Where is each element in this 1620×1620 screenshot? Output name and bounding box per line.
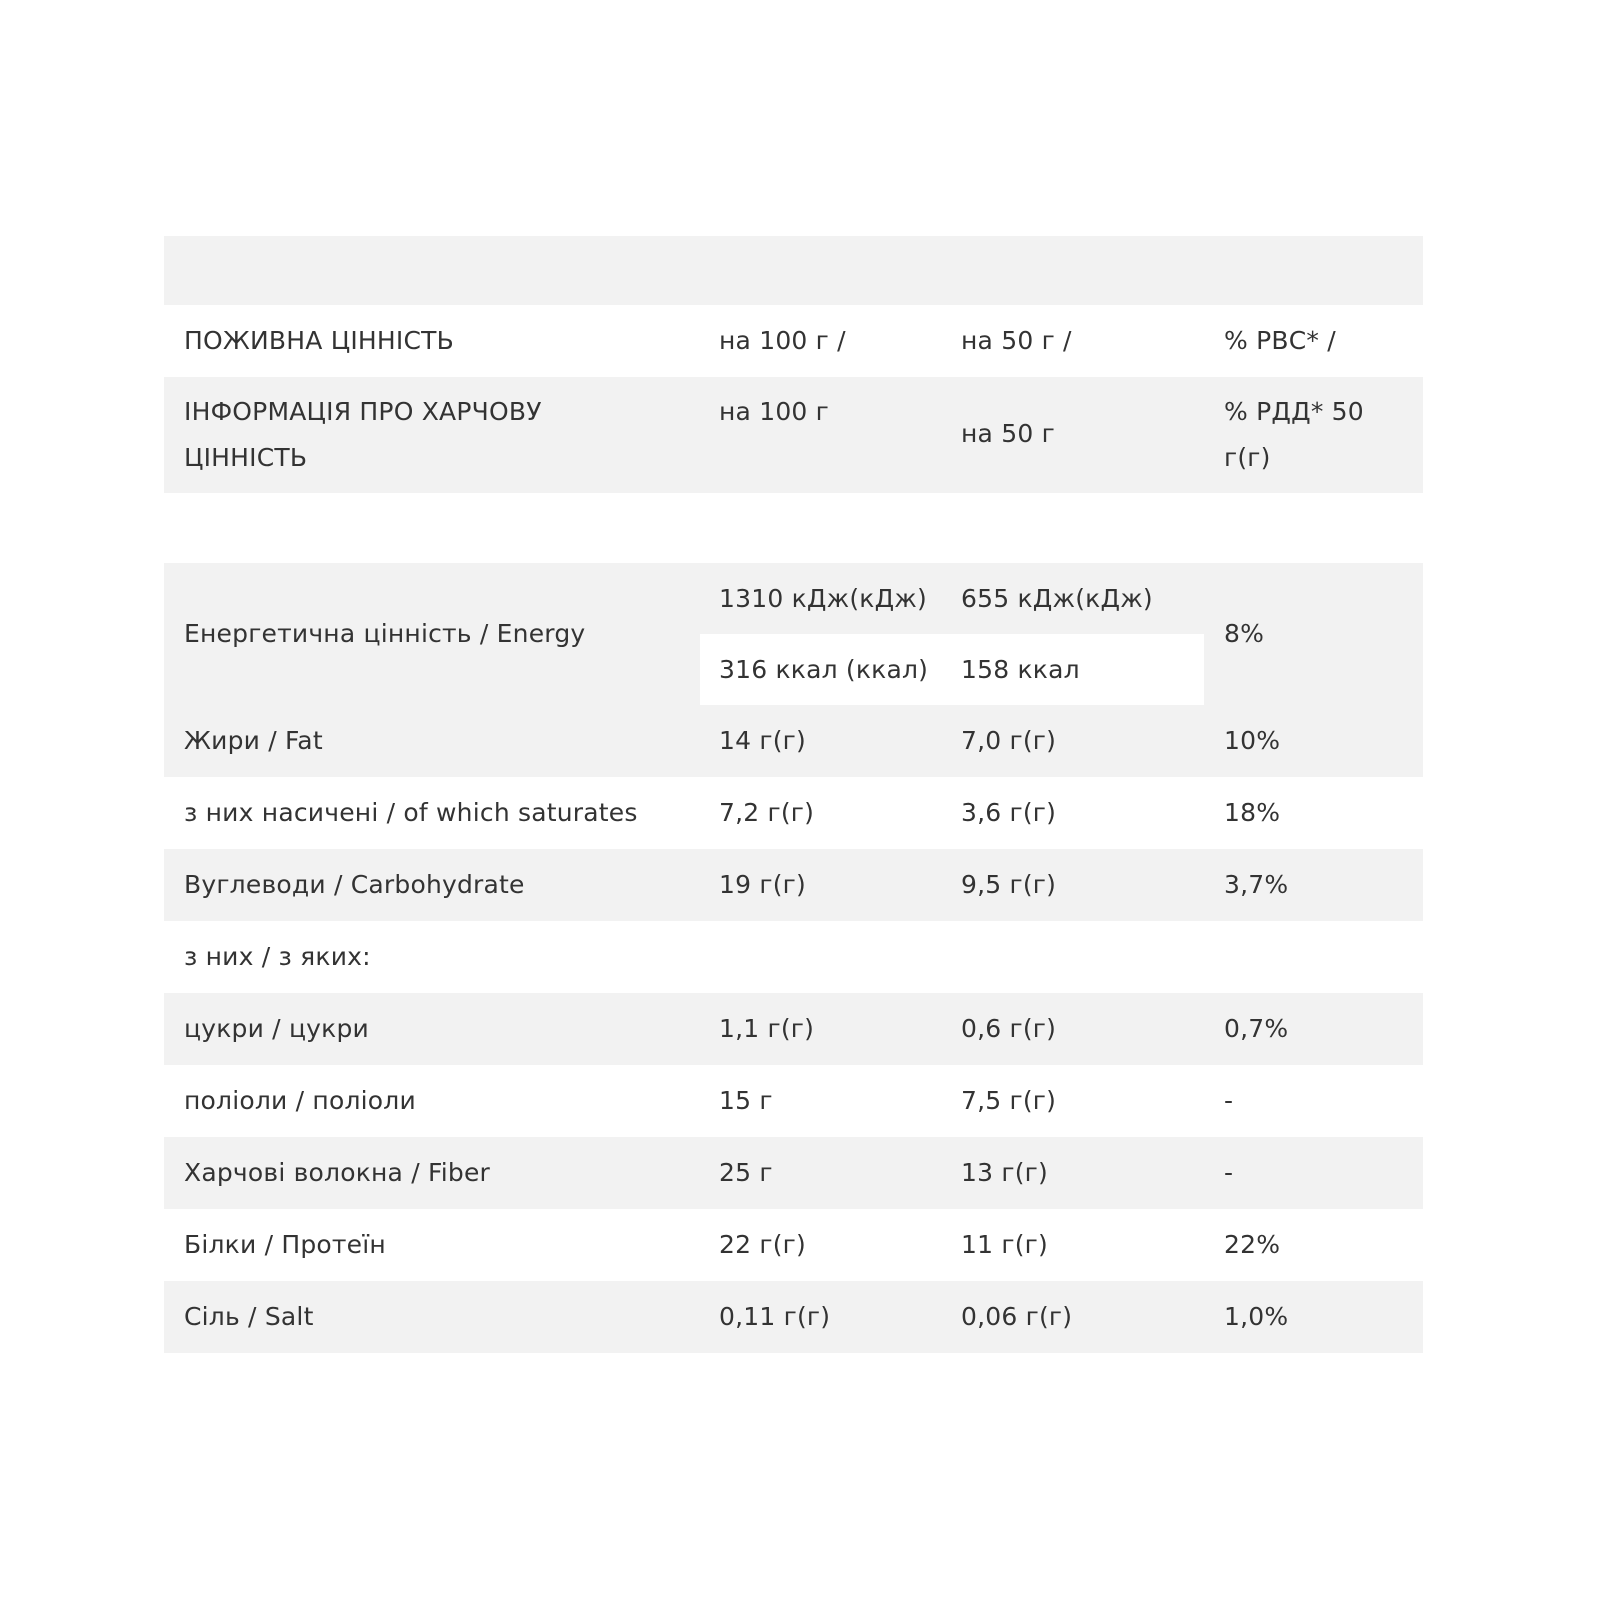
energy-ri: 8% bbox=[1224, 619, 1265, 648]
table-row bbox=[164, 1209, 1423, 1281]
table-row bbox=[164, 849, 1423, 921]
row-ri: - bbox=[1224, 1086, 1234, 1115]
header-blank-band bbox=[164, 236, 1423, 305]
row-label: Сіль / Salt bbox=[184, 1302, 314, 1331]
header-per50: на 50 г bbox=[961, 419, 1055, 448]
row-per100: 22 г(г) bbox=[719, 1230, 806, 1259]
table-row bbox=[164, 1281, 1423, 1353]
row-per50: 11 г(г) bbox=[961, 1230, 1048, 1259]
row-per50: 0,6 г(г) bbox=[961, 1014, 1057, 1043]
row-label: Харчові волокна / Fiber bbox=[184, 1158, 491, 1187]
header-per50: на 50 г / bbox=[961, 326, 1072, 355]
energy-kj-per100: 1310 кДж(кДж) bbox=[719, 584, 927, 613]
row-label: Білки / Протеїн bbox=[184, 1230, 386, 1259]
header-label: ПОЖИВНА ЦІННІСТЬ bbox=[184, 326, 454, 355]
row-ri: 10% bbox=[1224, 726, 1281, 755]
energy-kj-row bbox=[700, 563, 1204, 634]
energy-kcal-per50: 158 ккал bbox=[961, 655, 1080, 684]
row-per100: 14 г(г) bbox=[719, 726, 806, 755]
row-ri: 3,7% bbox=[1224, 870, 1289, 899]
row-ri: 0,7% bbox=[1224, 1014, 1289, 1043]
row-label: Жири / Fat bbox=[184, 726, 323, 755]
row-per50: 13 г(г) bbox=[961, 1158, 1048, 1187]
row-ri: 1,0% bbox=[1224, 1302, 1289, 1331]
table-row bbox=[164, 705, 1423, 777]
row-per100: 0,11 г(г) bbox=[719, 1302, 831, 1331]
nutrition-values-table bbox=[164, 563, 1423, 1353]
energy-kj-per50: 655 кДж(кДж) bbox=[961, 584, 1153, 613]
row-label: поліоли / поліоли bbox=[184, 1086, 416, 1115]
table-row bbox=[164, 921, 1423, 993]
header-row-nutritional-value bbox=[164, 305, 1423, 377]
row-ri: 18% bbox=[1224, 798, 1281, 827]
row-label: з них / з яких: bbox=[184, 942, 371, 971]
energy-kcal-per100: 316 ккал (ккал) bbox=[719, 655, 929, 684]
row-per50: 7,5 г(г) bbox=[961, 1086, 1057, 1115]
row-per50: 3,6 г(г) bbox=[961, 798, 1057, 827]
row-ri: 22% bbox=[1224, 1230, 1281, 1259]
row-per50: 0,06 г(г) bbox=[961, 1302, 1073, 1331]
row-per50: 9,5 г(г) bbox=[961, 870, 1057, 899]
energy-kcal-row bbox=[700, 634, 1204, 705]
table-row bbox=[164, 993, 1423, 1065]
header-per100: на 100 г / bbox=[719, 326, 846, 355]
row-per100: 19 г(г) bbox=[719, 870, 806, 899]
row-per100: 15 г bbox=[719, 1086, 773, 1115]
table-row bbox=[164, 777, 1423, 849]
row-per100: 25 г bbox=[719, 1158, 773, 1187]
row-label: Вуглеводи / Carbohydrate bbox=[184, 870, 525, 899]
table-row bbox=[164, 1137, 1423, 1209]
header-per100: на 100 г bbox=[719, 397, 830, 426]
header-ri: % РВС* / bbox=[1224, 326, 1336, 355]
row-label: цукри / цукри bbox=[184, 1014, 369, 1043]
row-ri: - bbox=[1224, 1158, 1234, 1187]
nutrition-header-table bbox=[164, 236, 1423, 493]
energy-label: Енергетична цінність / Energy bbox=[184, 619, 586, 648]
row-label: з них насичені / of which saturates bbox=[184, 798, 638, 827]
header-row-nutrition-info bbox=[164, 377, 1423, 493]
table-row-energy bbox=[164, 563, 1423, 705]
table-row bbox=[164, 1065, 1423, 1137]
row-per100: 1,1 г(г) bbox=[719, 1014, 815, 1043]
header-label: ІНФОРМАЦІЯ ПРО ХАРЧОВУ ЦІННІСТЬ bbox=[184, 397, 542, 472]
row-per100: 7,2 г(г) bbox=[719, 798, 815, 827]
header-ri: % РДД* 50 г(г) bbox=[1224, 397, 1364, 472]
row-per50: 7,0 г(г) bbox=[961, 726, 1057, 755]
